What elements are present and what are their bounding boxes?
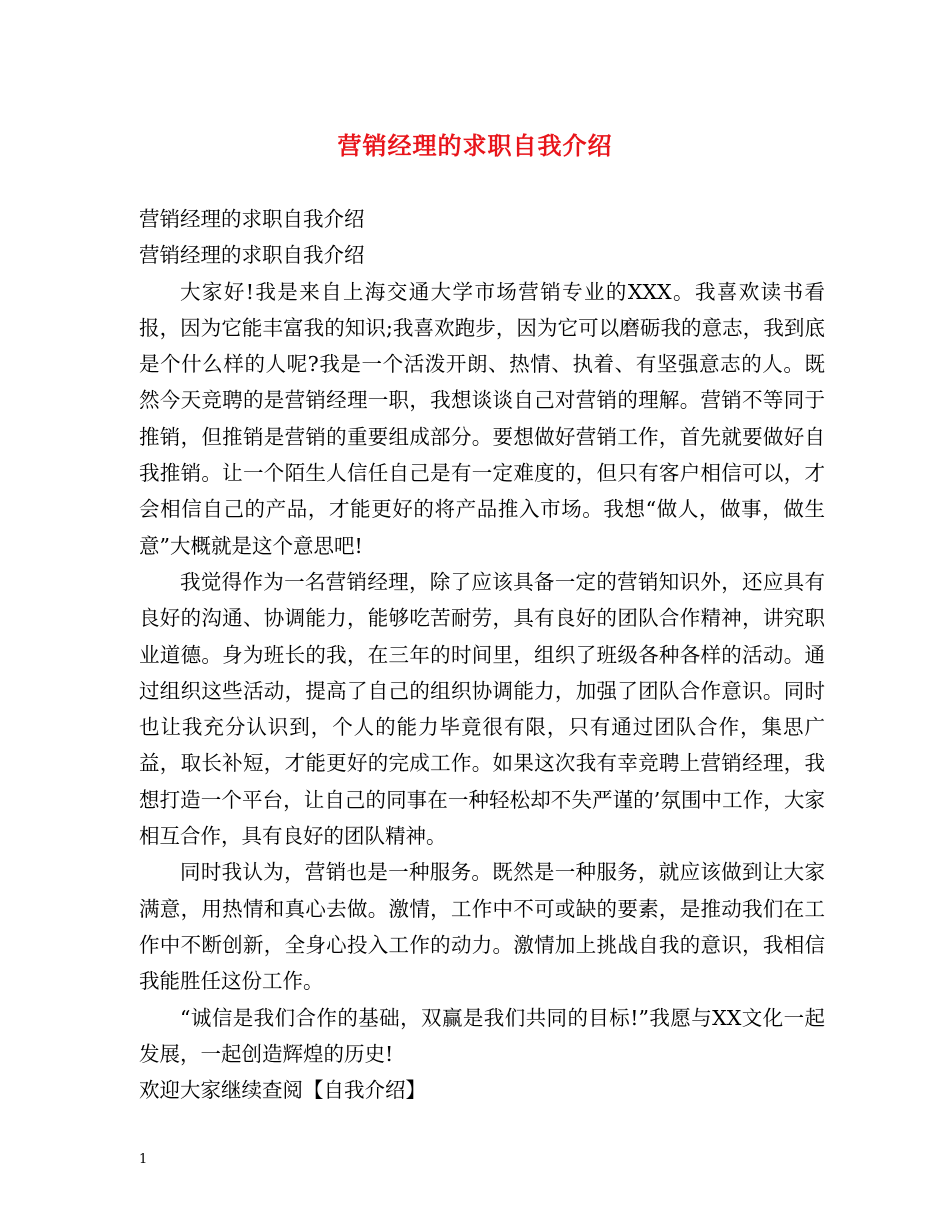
page-number: 1 — [139, 1152, 148, 1167]
paragraph-closing-quote: “诚信是我们合作的基础，双赢是我们共同的目标!”我愿与XX文化一起发展，一起创造辉煌的历史! — [139, 1005, 825, 1066]
paragraph-qualifications: 我觉得作为一名营销经理，除了应该具备一定的营销知识外，还应具有良好的沟通、协调能力，能够吃苦耐劳，具有良好的团队合作精神，讲究职业道德。身为班长的我，在三年的时间里，组织了班级各种各样的活动。通过组织这些活动，提高了自己的组织协调能力，加强了团队合作意识。同时也让我充分认识到，个人的能力毕竟很有限，只有通过团队合作，集思广益，取长补短，才能更好的完成工作。如果这次我有幸竞聘上营销经理，我想打造一个平台，让自己的同事在一种轻松却不失严谨的’氛围中工作，大家相互合作，具有良好的团队精神。 — [139, 569, 825, 849]
paragraph-introduction: 大家好!我是来自上海交通大学市场营销专业的XXX。我喜欢读书看报，因为它能丰富我的知识;我喜欢跑步，因为它可以磨砺我的意志，我到底是个什么样的人呢?我是一个活泼开朗、热情、执着、有坚强意志的人。既然今天竞聘的是营销经理一职，我想谈谈自己对营销的理解。营销不等同于推销，但推销是营销的重要组成部分。要想做好营销工作，首先就要做好自我推销。让一个陌生人信任自己是有一定难度的，但只有客户相信可以，才会相信自己的产品，才能更好的将产品推入市场。我想“做人，做事，做生意”大概就是这个意思吧! — [139, 279, 825, 558]
subtitle-line-1: 营销经理的求职自我介绍 — [139, 207, 365, 231]
paragraph-service: 同时我认为，营销也是一种服务。既然是一种服务，就应该做到让大家满意，用热情和真心去做。激情，工作中不可或缺的要素，是推动我们在工作中不断创新，全身心投入工作的动力。激情加上挑战自我的意识，我相信我能胜任这份工作。 — [139, 860, 825, 994]
document-title: 营销经理的求职自我介绍 — [337, 131, 613, 160]
subtitle-line-2: 营销经理的求职自我介绍 — [139, 243, 365, 268]
document-body — [139, 201, 825, 1108]
further-reading-line: 欢迎大家继续查阅【自我介绍】 — [139, 1078, 426, 1103]
